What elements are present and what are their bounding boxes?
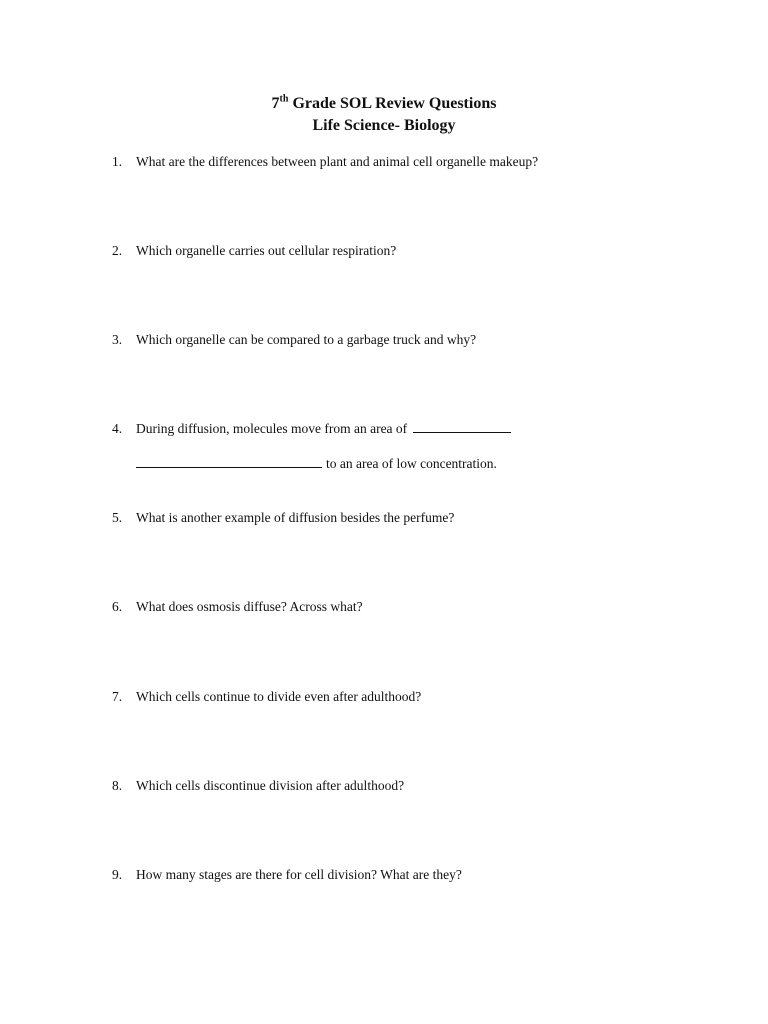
question-text-continued: to an area of low concentration.	[326, 456, 497, 471]
question-text: Which cells continue to divide even after adulthood?	[136, 689, 422, 704]
question-number: 9.	[112, 867, 123, 882]
question-7	[112, 688, 732, 706]
question-number: 8.	[112, 778, 123, 793]
question-text: Which organelle can be compared to a garbage truck and why?	[136, 332, 477, 347]
question-number: 5.	[112, 510, 123, 525]
question-number: 7.	[112, 689, 123, 704]
question-number: 1.	[112, 154, 123, 169]
question-3	[112, 331, 732, 349]
question-text: Which cells discontinue division after adulthood?	[136, 778, 405, 793]
question-text: What are the differences between plant and animal cell organelle makeup?	[136, 154, 539, 169]
worksheet-title	[0, 94, 768, 114]
title-superscript: th	[279, 93, 289, 105]
question-8	[112, 777, 732, 795]
question-text: During diffusion, molecules move from an area of	[136, 421, 408, 436]
question-text: What does osmosis diffuse? Across what?	[136, 599, 363, 614]
question-5	[112, 509, 732, 527]
title-ordinal: 7	[271, 95, 280, 112]
question-number: 3.	[112, 332, 123, 347]
question-6	[112, 598, 732, 616]
question-4-continuation	[136, 455, 497, 473]
question-text: What is another example of diffusion besides the perfume?	[136, 510, 455, 525]
question-number: 2.	[112, 243, 123, 258]
question-text: Which organelle carries out cellular respiration?	[136, 243, 397, 258]
question-9	[112, 866, 732, 884]
fill-in-blank[interactable]	[136, 455, 322, 468]
title-rest: Grade SOL Review Questions	[288, 95, 497, 112]
question-1	[112, 153, 732, 171]
question-4	[112, 420, 732, 438]
question-number: 4.	[112, 421, 123, 436]
question-2	[112, 242, 732, 260]
worksheet-subtitle: Life Science- Biology	[312, 117, 456, 134]
question-number: 6.	[112, 599, 123, 614]
question-text: How many stages are there for cell division? What are they?	[136, 867, 462, 882]
fill-in-blank[interactable]	[413, 420, 511, 433]
